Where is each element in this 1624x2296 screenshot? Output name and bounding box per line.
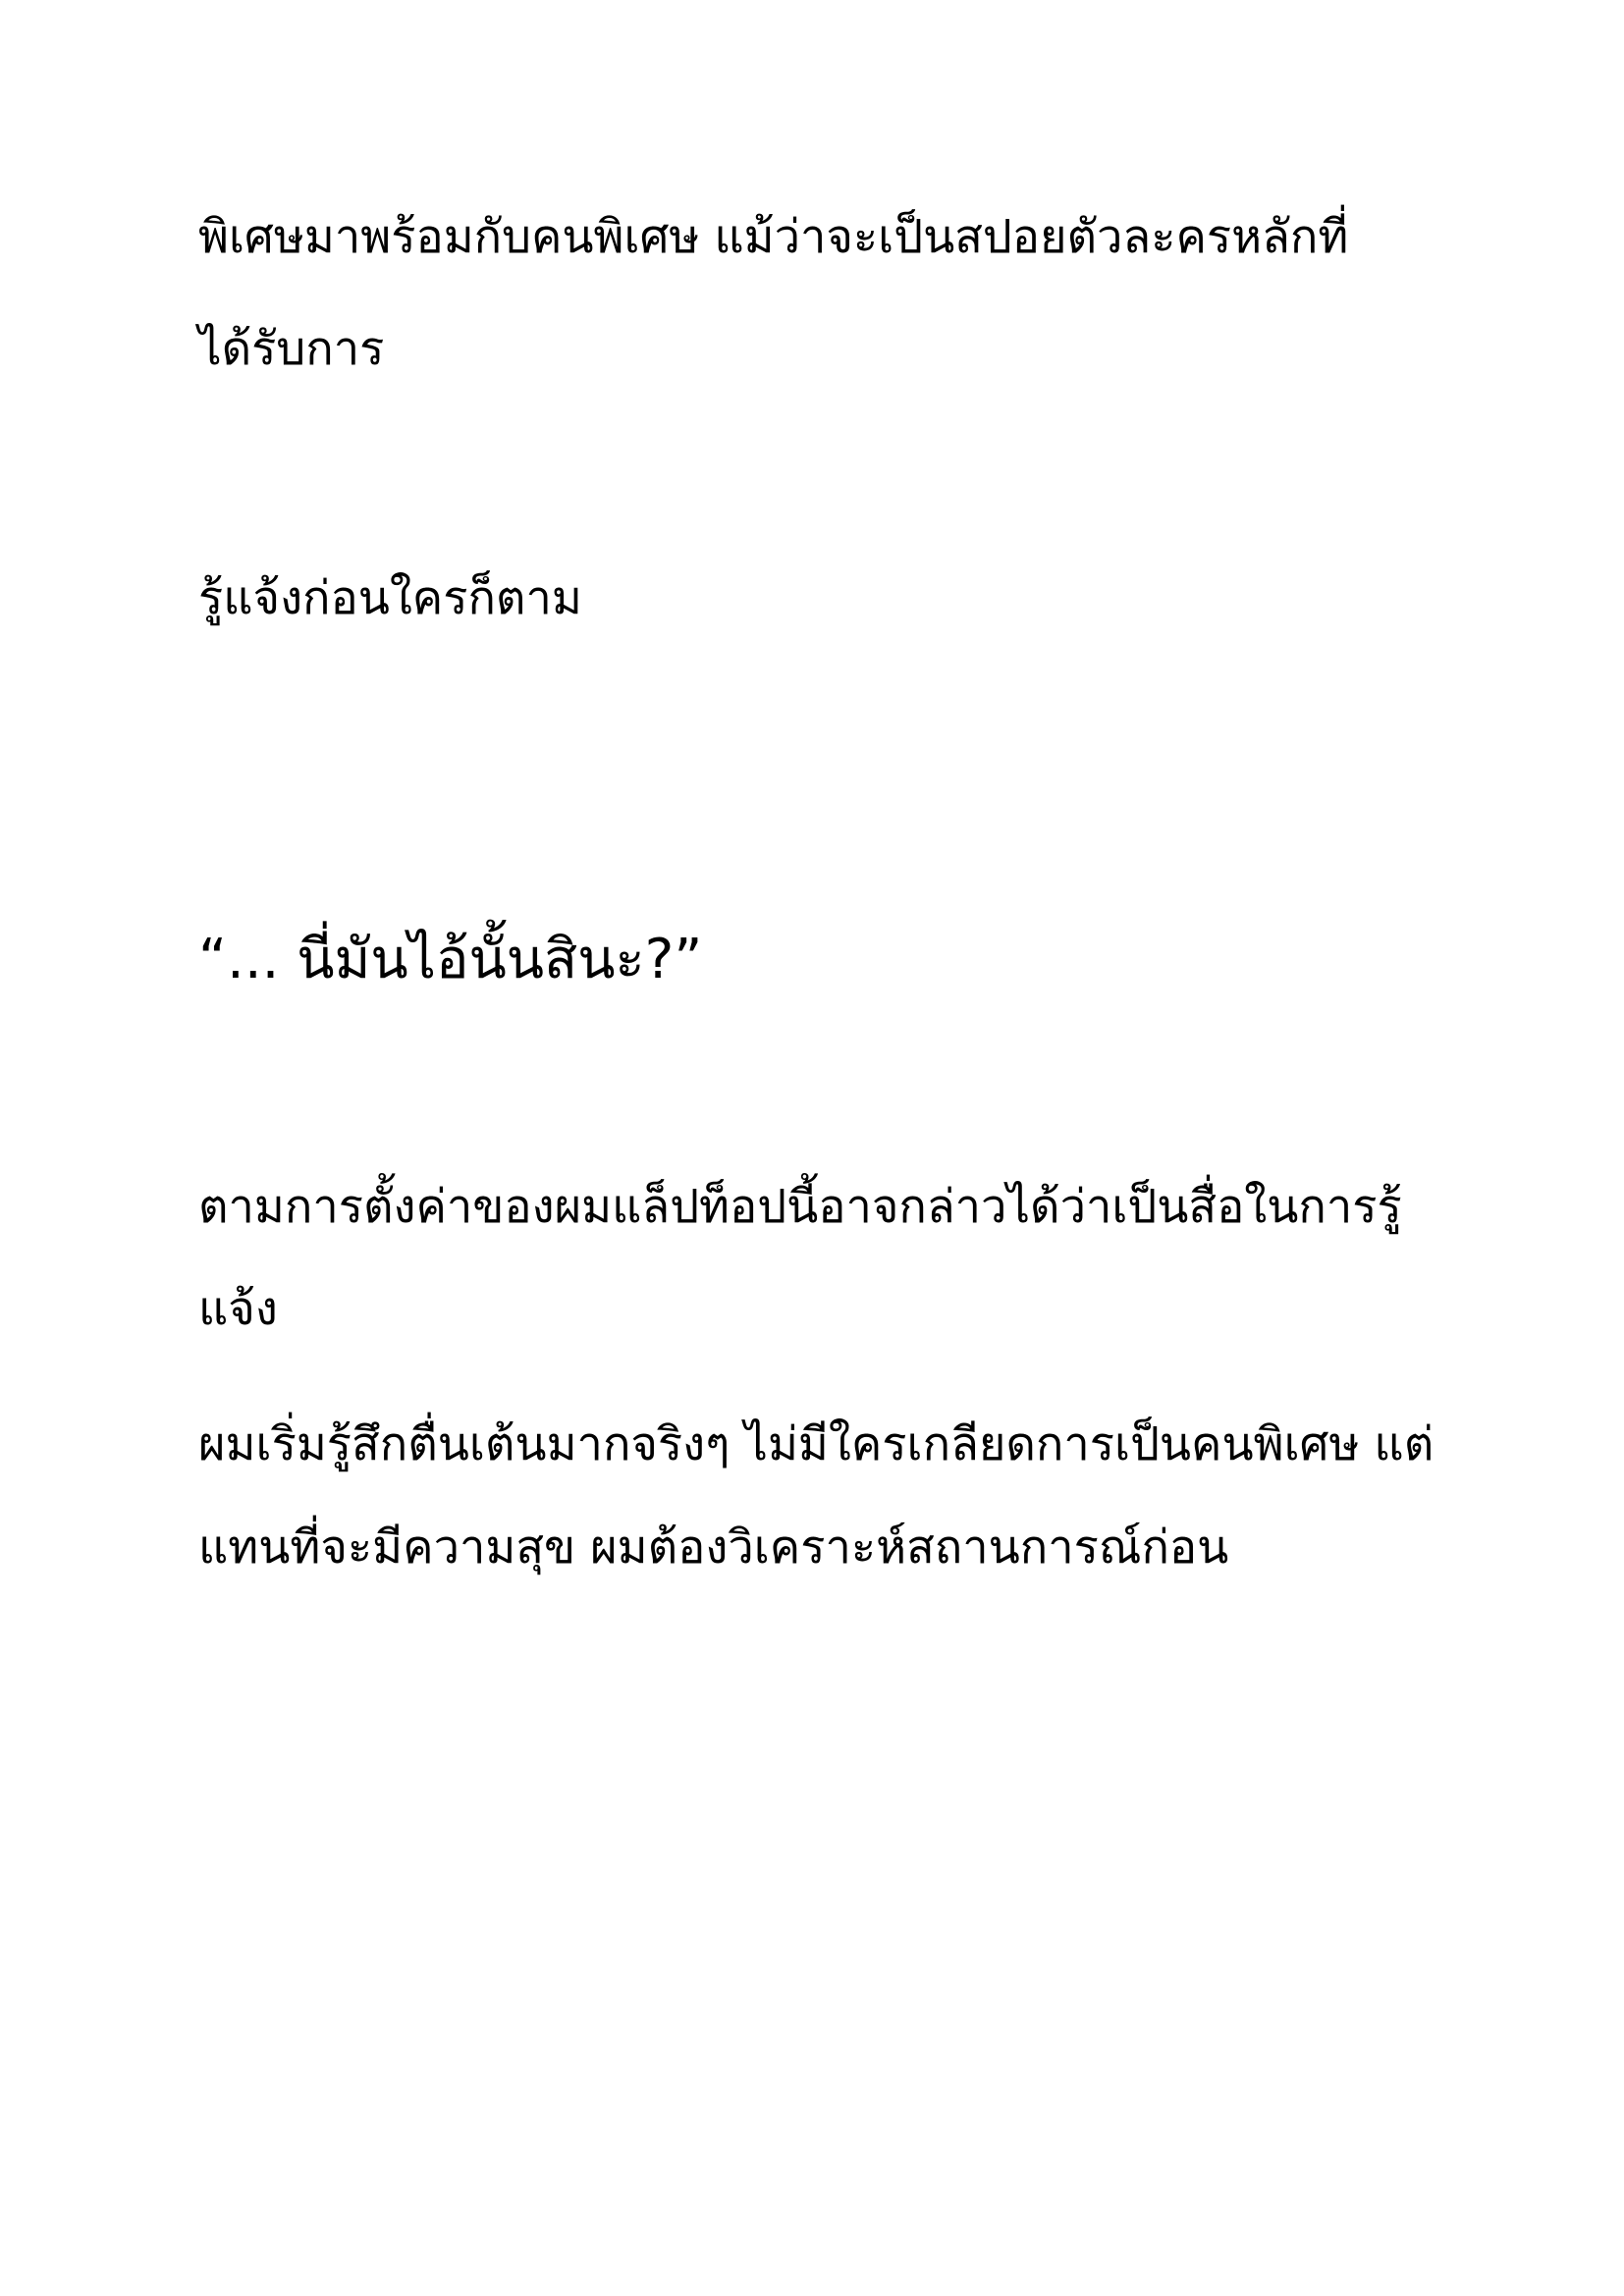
- dialogue-line: “... นี่มันไอ้นั้นสินะ?”: [198, 928, 703, 991]
- paragraph-line: แจ้ง: [198, 1282, 278, 1336]
- paragraph-line: พิเศษมาพร้อมกับคนพิเศษ แม้ว่าจะเป็นสปอยตัวละครหลักที่: [198, 210, 1349, 264]
- paragraph-line: แทนที่จะมีความสุข ผมต้องวิเคราะห์สถานการณ์ก่อน: [198, 1521, 1229, 1575]
- paragraph-line: รู้แจ้งก่อนใครก็ตาม: [198, 571, 582, 625]
- paragraph-line: ได้รับการ: [198, 322, 385, 376]
- paragraph-line: ผมเริ่มรู้สึกตื่นเต้นมากจริงๆ ไม่มีใครเกลียดการเป็นคนพิเศษ แต่: [198, 1417, 1435, 1471]
- paragraph-line: ตามการตั้งค่าของผมแล็ปท็อปนี้อาจกล่าวได้ว่าเป็นสื่อในการรู้: [198, 1180, 1402, 1234]
